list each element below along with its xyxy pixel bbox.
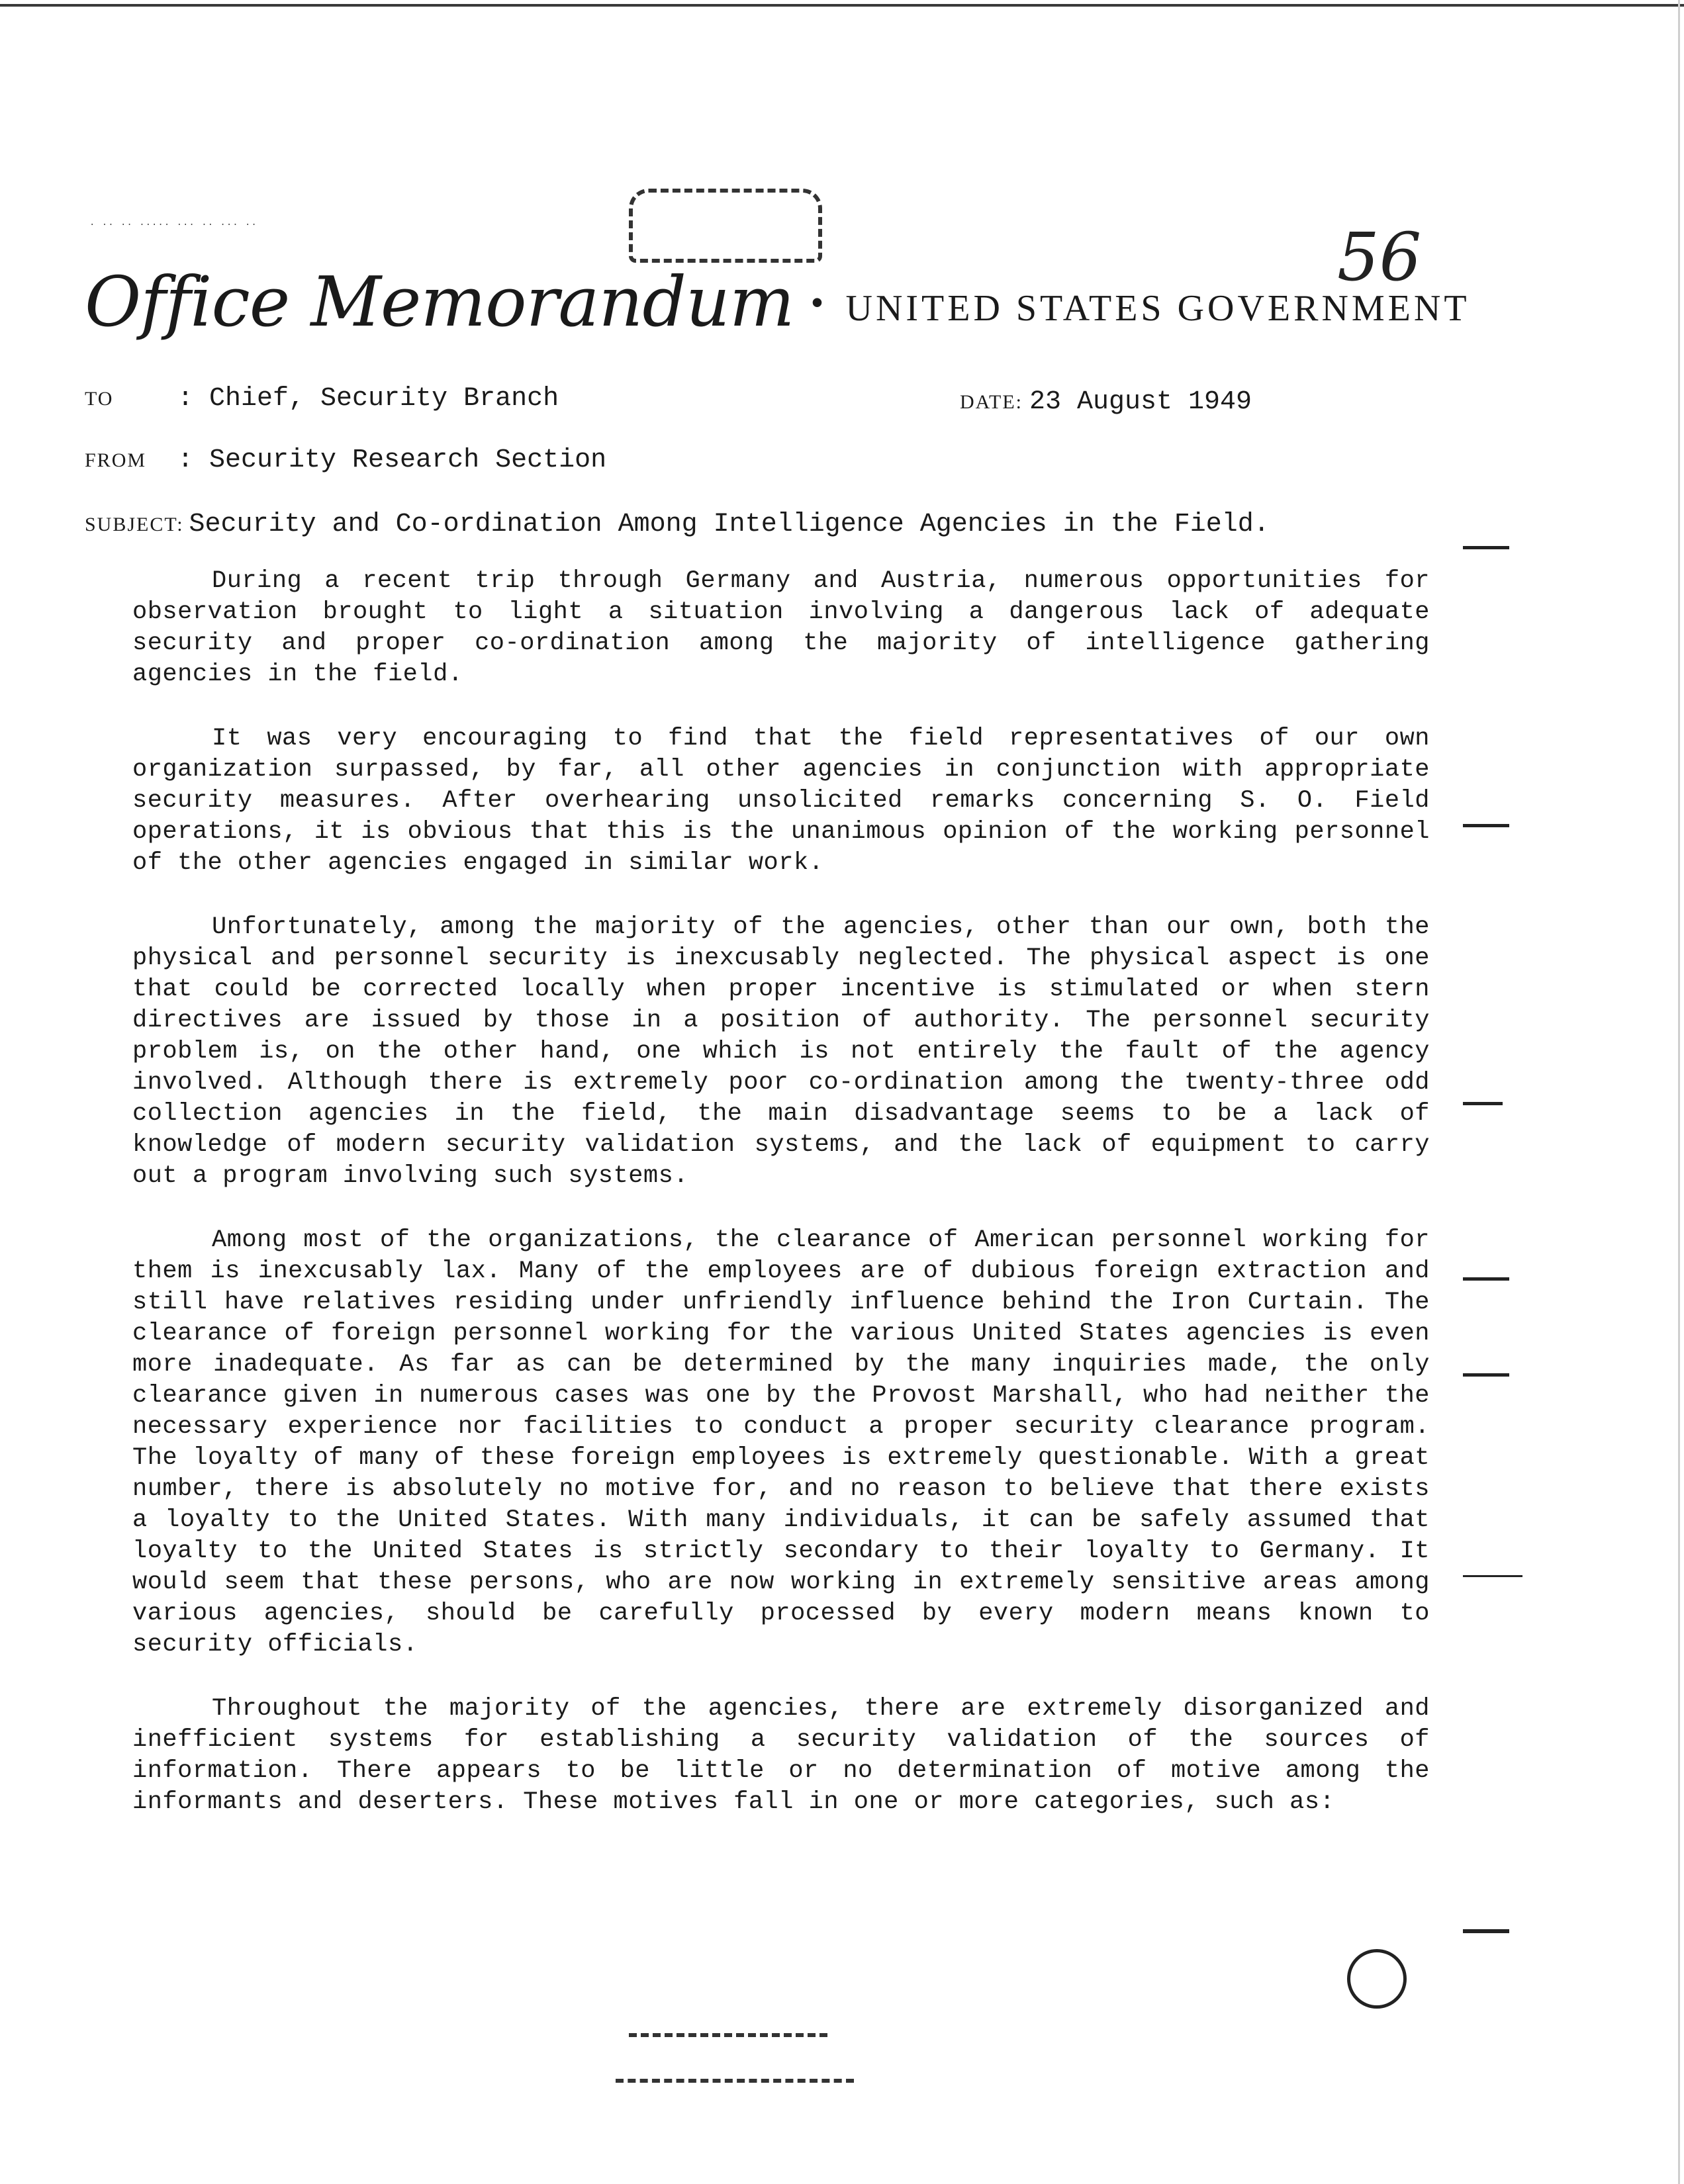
body-paragraph: Among most of the organizations, the clearance of American personnel working for them is inexcusably lax. Many of the employees are of dubious foreign extraction and still have relatives residing under unfriendly influence behind the Iron Curtain. The clearance of foreign personnel working for the various United States agencies is even more inadequate. As far as can be determined by the many inquiries made, the only clearance given in numerous cases was one by the Provost Marshall, who had neither the necessary experience nor facilities to conduct a proper security clearance program. The loyalty of many of these foreign employees is extremely questionable. With a great number, there is absolutely no motive for, and no reason to believe that there exists a loyalty to the United States. With many individuals, it can be safely assumed that loyalty to the United States is strictly secondary to their loyalty to Germany. It would seem that these persons, who are now working in extremely sensitive areas among various agencies, should be carefully processed by every modern means known to security officials.: [132, 1226, 1430, 1659]
to-value: : Chief, Security Branch: [177, 384, 559, 414]
circle-mark: [1347, 1949, 1407, 2009]
header-bullet: •: [807, 287, 827, 324]
subject-value: Security and Co-ordination Among Intelligence Agencies in the Field.: [189, 510, 1270, 539]
body-paragraph: Throughout the majority of the agencies, there are extremely disorganized and inefficient systems for establishing a security validation of the sources of information. There appears to be little or no determination of motive among the informants and deserters. These motives fall in one or more categories, such as:: [132, 1695, 1430, 1816]
office-memorandum-title: Office Memorandum: [85, 261, 794, 342]
scan-right-edge: [1678, 0, 1680, 2184]
from-value: : Security Research Section: [177, 445, 607, 475]
date-row: [960, 387, 1252, 417]
date-value: 23 August 1949: [1029, 387, 1252, 417]
from-label: FROM: [85, 449, 147, 471]
memo-body: [132, 566, 1430, 1851]
government-heading: UNITED STATES GOVERNMENT: [845, 288, 1470, 329]
body-paragraph: It was very encouraging to find that the field representatives of our own organization surpassed, by far, all other agencies in conjunction with appropriate security measures. After overhearing unsolicited remarks concerning S. O. Field operations, it is obvious that this is the unanimous opinion of the working personnel of the other agencies engaged in similar work.: [132, 725, 1430, 877]
form-number-smudge: · ·· ·· ····· ··· ·· ··· ··: [89, 220, 257, 230]
subject-row: [85, 510, 1270, 539]
redaction-mark-top: [629, 189, 822, 263]
subject-label: SUBJECT:: [85, 514, 184, 535]
body-paragraph: Unfortunately, among the majority of the agencies, other than our own, both the physical and personnel security is inexcusably neglected. The physical aspect is one that could be corrected locally when proper incentive is stimulated or when stern directives are issued by those in a position of authority. The personnel security problem is, on the other hand, one which is not entirely the fault of the agency involved. Although there is extremely poor co-ordination among the twenty-three odd collection agencies in the field, the main disadvantage seems to be a lack of knowledge of modern security validation systems, and the lack of equipment to carry out a program involving such systems.: [132, 913, 1430, 1190]
scan-top-rule: [0, 4, 1684, 7]
to-row: [85, 384, 559, 414]
date-label: DATE:: [960, 391, 1023, 413]
redaction-mark-bottom: [616, 2012, 861, 2098]
memo-header: [85, 261, 1470, 342]
to-label: TO: [85, 388, 114, 410]
from-row: [85, 445, 606, 475]
body-paragraph: During a recent trip through Germany and Austria, numerous opportunities for observation brought to light a situation involving a dangerous lack of adequate security and proper co-ordination among the majority of intelligence gathering agencies in the field.: [132, 567, 1430, 688]
handwritten-document-number: 56: [1337, 218, 1422, 296]
